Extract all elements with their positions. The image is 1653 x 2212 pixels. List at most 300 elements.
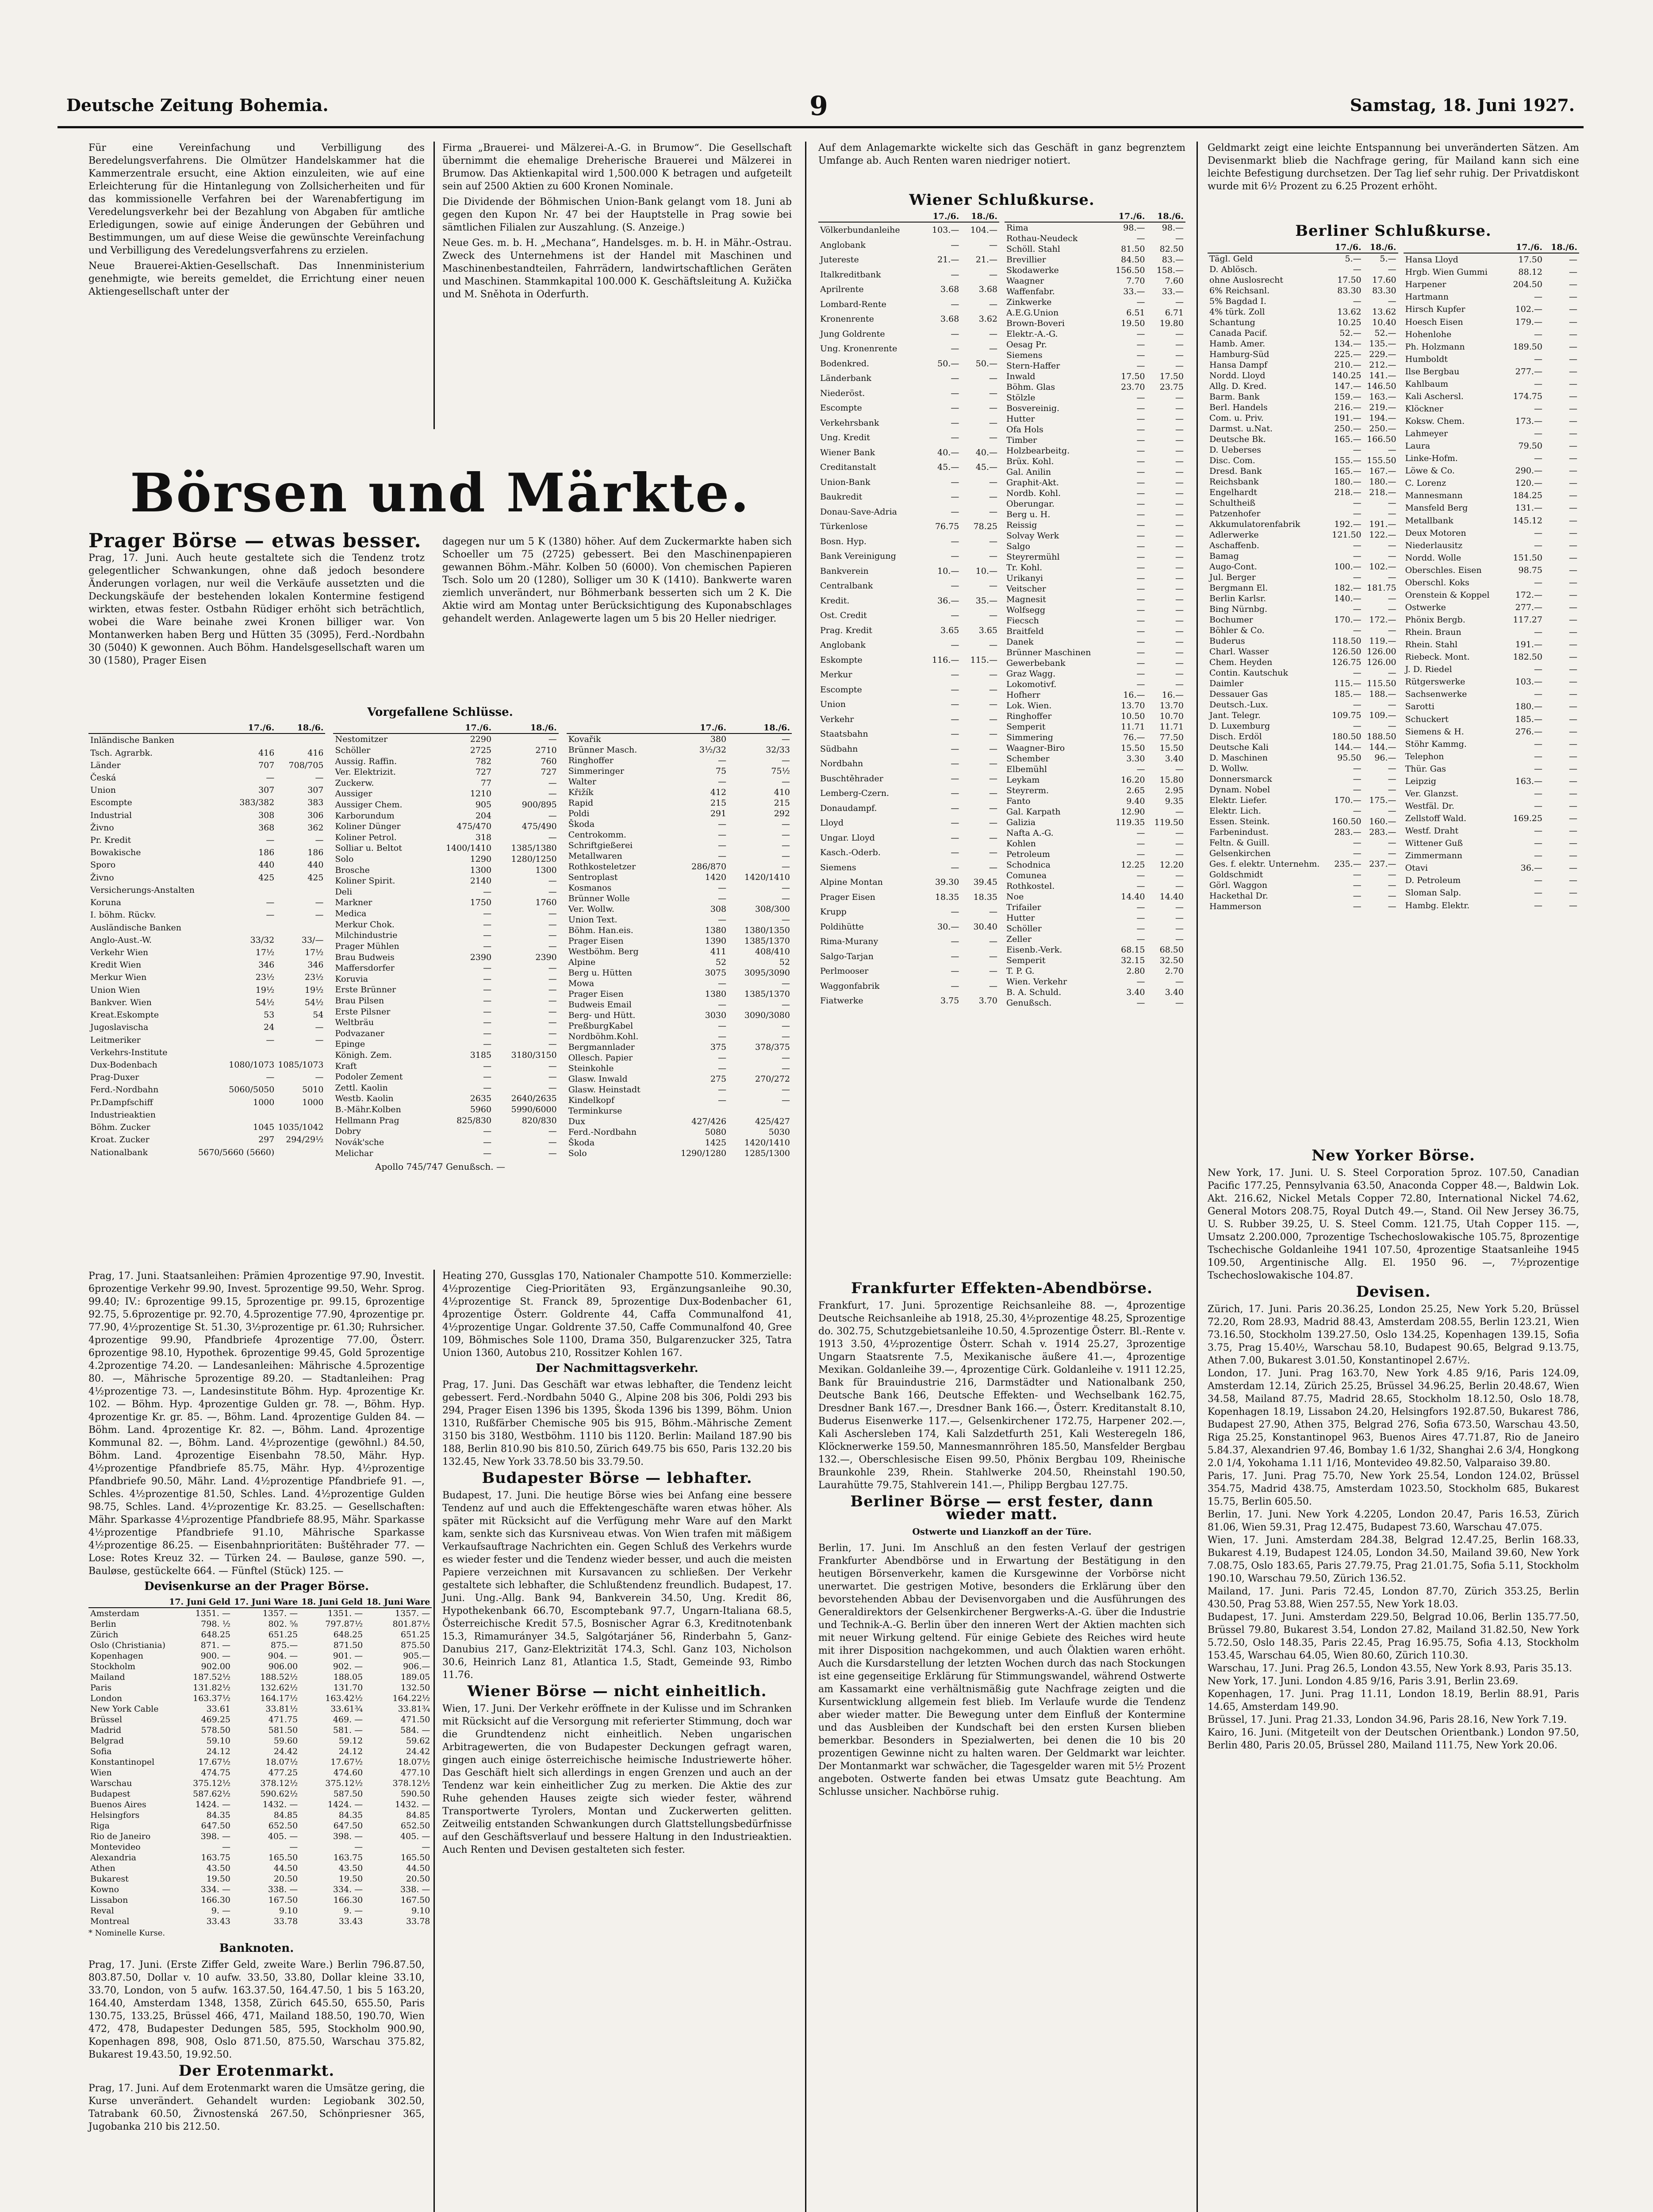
cell-value: — [989,536,997,546]
table-row [1208,434,1398,445]
cell-value: — [951,551,959,561]
prager-boerse-intro [88,531,425,708]
table-row [1208,742,1398,753]
cell-value: — [781,830,790,840]
cell-value: 187.52½ [193,1672,231,1682]
cell-value: 212.— [1369,360,1396,370]
table-row [818,356,999,371]
row-label: Hofherr [1006,690,1040,700]
table-row [88,834,325,846]
paragraph: Auf dem Anlagemarkte wickelte sich das Geschäft in ganz begrenztem Umfange ab. Auch Renten waren niedriger notiert. [818,142,1185,166]
table-row [567,893,792,904]
cell-value: 180.— [1334,477,1362,487]
cell-value: 50.— [937,358,959,369]
table-row [1005,838,1185,849]
table-row [88,884,325,896]
table-row [1005,775,1185,785]
cell-value: 144.— [1369,742,1396,752]
column-header: 17./6. [923,211,961,222]
cell-value [196,733,276,746]
table-row [1005,913,1185,923]
table-row [1005,318,1185,329]
frankfurt-title: Frankfurter Effekten-Abendbörse. [851,1279,1153,1297]
table-row [818,386,999,401]
row-label: Kindelkopf [568,1095,614,1105]
cell-value: 144.— [1334,742,1362,752]
cell-value: 469. — [333,1715,363,1724]
cell-value: 727 [541,767,557,777]
table-row [1404,601,1579,614]
table-row [818,564,999,579]
cell-value: — [951,848,959,858]
table-row [567,1084,792,1095]
cell-value: — [1569,776,1577,786]
cell-value: 5060/5050 [229,1085,275,1095]
cell-value: — [1353,509,1362,518]
row-label: Union Text. [568,915,617,925]
table-row [1404,427,1579,440]
cell-value: 18.07½ [398,1757,430,1767]
row-label: Paris [90,1683,112,1693]
table-row [1404,328,1579,341]
column-header: 17./6. [428,722,493,733]
row-label: Fiatwerke [820,996,863,1006]
table-row [567,968,792,978]
cell-value: — [1175,329,1184,339]
cell-value [196,1046,276,1059]
cell-value: — [951,714,959,724]
cell-value: 590.50 [400,1789,430,1799]
cell-value: — [1136,977,1145,987]
row-label: Bing Nürnbg. [1209,604,1268,614]
table-row [1005,796,1185,806]
cell-value: 36.— [937,595,959,606]
table-row [333,733,558,745]
cell-value: — [1175,828,1184,838]
row-label: Kredit. [820,595,850,606]
table-row [1208,498,1398,508]
row-label: Noe [1006,892,1024,902]
cell-value: — [1388,626,1396,635]
issue-date: Samstag, 18. Juni 1927. [1350,95,1575,115]
cell-value: 54½ [304,997,324,1007]
cell-value: — [1569,888,1577,898]
cell-value [196,921,276,933]
cell-value: — [1569,876,1577,886]
table-row [88,896,325,909]
row-label: Lissabon [90,1895,128,1905]
column-header: 17./6. [1328,242,1363,253]
cell-value: — [989,981,997,991]
cell-value: — [1569,714,1577,724]
cell-value: 88.12 [1518,267,1542,277]
row-label: Bochumer [1209,615,1253,625]
cell-value: — [1569,751,1577,761]
schluesse-table-montan [567,722,792,1159]
ny-title: New Yorker Börse. [1312,1147,1475,1164]
table-row [567,861,792,872]
cell-value: 338. — [400,1885,430,1894]
cell-value: — [989,403,997,413]
cell-value: — [1534,739,1542,749]
table-row [1208,891,1398,901]
table-row [1005,637,1185,647]
cell-value: — [1534,838,1542,849]
cell-value: — [1136,425,1145,434]
table-row [818,549,999,564]
cell-value: 871. — [200,1640,231,1650]
row-label: Daimler [1209,679,1244,688]
paragraph: Geldmarkt zeigt eine leichte Entspannung bei unveränderten Sätzen. Am Devisenmarkt blieb die Nachfrage gering, für Mailand kann sich eine leichte Befestigung durchsetzen. Der Tag lief sehr ruhig. Der Privatdiskont wurde mit 6½ Prozent zu 6.25 Prozent erhöht. [1208,142,1579,192]
cell-value: 3180/3150 [511,1050,557,1060]
cell-value: — [548,1083,557,1093]
row-label: Madrid [90,1725,122,1735]
table-row [1208,806,1398,816]
cell-value: — [718,1095,727,1105]
table-row [1404,303,1579,315]
cell-value: 283.— [1334,827,1362,837]
cell-value: 194.— [1369,413,1396,423]
cell-value: 425 [307,872,324,883]
row-label: Lahmeyer [1405,429,1448,439]
cell-value: 334. — [333,1885,363,1894]
cell-value: — [1353,902,1362,911]
row-label: Tsch. Agrarbk. [90,748,153,758]
cell-value: 17.50 [1518,255,1542,265]
table-row [567,1137,792,1148]
table-row [567,999,792,1010]
cell-value: — [1569,391,1577,401]
cell-value: — [483,1137,492,1147]
cell-value: 277.— [1515,366,1542,376]
row-label: Löwe & Co. [1405,466,1455,476]
row-label: Kroat. Zucker [90,1135,150,1145]
cell-value: — [951,773,959,783]
cell-value: 23.70 [1121,382,1145,392]
row-label: Berg- und Hütt. [568,1010,636,1020]
table-row [1005,233,1185,244]
cell-value: — [1534,764,1542,774]
cell-value: 17.50 [1159,372,1184,381]
table-row [818,830,999,845]
table-row [1005,276,1185,286]
cell-value: 1385/1380 [511,843,557,853]
cell-value: — [1353,498,1362,508]
row-label: Kredit Wien [90,960,142,970]
cell-value: 1300 [535,865,557,875]
table-row [1005,764,1185,775]
cell-value: 163.— [1369,392,1396,402]
cell-value: — [951,937,959,947]
cell-value: — [483,1072,492,1082]
column-header: 18./6. [493,722,559,733]
row-label: Danek [1006,637,1034,647]
cell-value: 33.78 [406,1916,430,1926]
cell-value: 318 [475,832,492,842]
cell-value: — [1388,849,1396,858]
row-label: Ringhoffer [568,756,614,765]
table-row [88,1619,432,1629]
table-row [1208,859,1398,869]
table-row [1208,275,1398,285]
cell-value: — [1175,839,1184,849]
cell-value: — [718,819,727,829]
row-label: Union [90,785,116,795]
row-label: PreßburgKabel [568,1021,633,1031]
row-label: Creditanstalt [820,462,876,472]
table-row [1005,499,1185,509]
paragraph: Für eine Vereinfachung und Verbilligung des Beredelungsverfahrens. Die Olmützer Handelskammer hat die Kammerzentrale ersucht, eine Aktion einzuleiten, wie auf eine Erleichterung für die Hintanlegung von Zollsicherheiten und für das kommissionelle Verfahren bei der Warenabfertigung im Veredelungsverkehr bei der Bezahlung von Abgaben für amtliche Erledigungen, sowie auf einige Änderungen der Gebühren und Bestimmungen, um auf diese Weise die gewünschte Vereinfachung und Verbilligung des Veredelungsverfahrens zu erzielen. [88,142,425,256]
cell-value: — [989,418,997,428]
table-row [818,949,999,964]
wien-title: Wiener Börse — nicht einheitlich. [467,1682,767,1700]
cell-value: — [1136,573,1145,583]
cell-value: 383 [307,798,324,808]
anlagemarkt-text [818,142,1185,186]
cell-value: 283.— [1369,827,1396,837]
row-label: Union [820,699,846,710]
banknoten-title: Banknoten. [219,1942,294,1955]
table-row [1208,317,1398,328]
table-row [818,860,999,875]
cell-value: 145.12 [1513,515,1542,526]
cell-value: — [989,937,997,947]
cell-value: 165.50 [400,1853,430,1863]
cell-value: 98.— [1123,223,1145,233]
table-row [1005,615,1185,626]
row-label: T. P. G. [1006,966,1035,976]
row-label: Ostwerke [1405,602,1446,612]
cell-value: 188.50 [1367,732,1396,741]
row-label: Nordbahn [820,759,863,769]
cell-value: 215 [710,798,727,808]
cell-value: — [483,887,492,897]
cell-value: — [1569,304,1577,315]
cell-value: 291 [710,809,727,818]
row-label: Reichsbank [1209,477,1259,487]
table-row [333,854,558,865]
table-row [1005,658,1185,668]
cell-value: 84.85 [406,1810,430,1820]
cell-value: — [1388,870,1396,879]
cell-value: 155.— [1334,456,1362,465]
cell-value: — [1534,379,1542,389]
row-label: Berlin Karlsr. [1209,594,1266,603]
table-row [567,914,792,925]
table-row [1208,593,1398,604]
table-row [1404,315,1579,328]
cell-value: 43.50 [206,1863,231,1873]
cell-value: 13.62 [1337,307,1362,317]
cell-value: — [1534,888,1542,898]
cell-value: — [1388,551,1396,561]
cell-value: — [951,759,959,769]
table-row [1005,520,1185,530]
row-label: Verkehrsbank [820,418,879,428]
table-row [333,1083,558,1094]
cell-value: — [1136,913,1145,923]
paragraph: Firma „Brauerei- und Mälzerei-A.-G. in Brumow“. Die Gesellschaft übernimmt die ehemalige Dreherische Brauerei und Mälzerei in Brumow. Das Aktienkapital wird 1,500.000 K betragen und aufgeteilt sein auf 2500 Aktien zu 600 Kronen Nominale. [442,142,792,192]
cell-value: — [989,433,997,443]
table-row [1208,784,1398,795]
row-label: Poldi [568,809,590,818]
cell-value: — [989,848,997,858]
row-label: Böhler & Co. [1209,626,1265,635]
table-row [1404,539,1579,552]
table-row [1005,329,1185,339]
cell-value: 1280/1250 [511,854,557,864]
row-label: Industrieaktien [90,1110,156,1120]
cell-value: 10.70 [1159,711,1184,721]
table-row [88,746,325,759]
table-row [1208,338,1398,349]
table-row [1404,440,1579,452]
devisen-prag-table [88,1597,432,1927]
table-row [1404,403,1579,415]
table-row [1404,726,1579,738]
table-row [818,297,999,312]
row-label: Schember [1006,754,1050,764]
table-row [1005,562,1185,573]
cell-value: 16.20 [1121,775,1145,785]
cell-value [664,1106,728,1116]
column-header [818,211,923,222]
cell-value: 98.— [1162,223,1184,233]
row-label: Otavi [1405,863,1428,873]
page-header [58,91,1584,122]
cell-value: 166.30 [333,1895,363,1905]
table-row [567,989,792,999]
table-row [1005,414,1185,424]
cell-value: — [1569,615,1577,625]
table-row [333,767,558,778]
cell-value: 59.60 [273,1736,298,1746]
cell-value: — [1175,563,1184,572]
table-row [1404,278,1579,291]
row-label: Telephon [1405,751,1444,761]
row-label: Steinkohle [568,1064,614,1073]
cell-value: — [951,581,959,591]
table-row [567,946,792,957]
table-row [1404,713,1579,725]
cell-value: 15.50 [1121,743,1145,753]
cell-value: — [1175,414,1184,424]
cell-value: — [1388,265,1396,274]
row-label: Kahlbaum [1405,379,1449,389]
row-label: Prager Eisen [568,936,624,946]
cell-value: 905.— [403,1651,430,1661]
row-label: Sarotti [1405,702,1434,712]
table-row [333,1115,558,1126]
row-label: Nordböhm.Kohl. [568,1032,639,1041]
cell-value: 475/490 [522,822,557,832]
cell-value: 160.50 [1332,817,1362,826]
row-label: Česká [90,772,116,783]
row-label: Galizia [1006,818,1036,827]
rentenmarkt-text: Heating 270, Gussglas 170, Nationaler Champotte 510. Kommerzielle: 4½prozentige Cieg-Prioritäten 93, Ergänzungsanleihe 90.30, 4½prozentige St. Franck 89, 5prozentige Dux-Bodenbacher 61, 4prozentige Österr. Goldrente 44, Caffa Communalfond 41, 4½prozentige Ungar. Goldrente 37.50, Caffe Communalfond 40, Gree 109, Böhmisches Sole 1100, Drama 350, Bulgarenzucker 325, Tatra Union 1360, Autobus 210, Rossitzer Kohlen 167. [442,1271,792,1359]
row-label: Elbemühl [1006,764,1047,774]
cell-value: — [1388,721,1396,731]
table-row [1005,955,1185,966]
cell-value: — [548,909,557,919]
cell-value: 1351. — [195,1609,231,1618]
row-label: Union Wien [90,985,140,995]
row-label: Staatsbahn [820,729,868,739]
cell-value: 308 [710,904,727,914]
cell-value: — [1534,801,1542,811]
budapest-text: Budapest, 17. Juni. Die heutige Börse wies bei Anfang eine bessere Tendenz auf und auch die Effektengeschäfte waren etwas höher. Als später mit Rücksicht auf die Verfügung mehr Ware auf den Markt kam, senkte sich das Kursniveau etwas. Von Wien trafen mit mäßigem Verkaufsauftrage Nachrichten ein. Gegen Schluß des Verkehrs wurde es wieder fester und die Tendenz wieder besser, und auch die meisten Papiere verzeichnen mit Kursavancen zu schließen. Der Verkehr gestaltete sich lebhafter, die Schlußtendenz freundlich. Budapest, 17. Juni. Ung.-Allg. Bank 94, Bankverein 34.50, Ung. Kredit 86, Hypothekenbank 66.70, Escomptebank 97.7, Ungarn-Italiana 68.5, Österreichische Kredit 57.5, Bosnischer Agrar 6.3, Kreditnotenbank 15.3, Rimamurányer 34.5, Salgótarjáner 56, Rinderbahn 5, Ganz-Danubius 217, Ganz-Elektrizität 174.3, Schl. Ganz 103, Nicholson 30.6, Heinrich Lanz 81, Atlantica 1.5, Stadt, Gemeinde 93, Rimbo 11.76. [442,1490,792,1681]
row-label: Westb. Kaolin [335,1094,394,1104]
row-label: Trifailer [1006,902,1041,912]
cell-value: 5.— [1380,254,1396,264]
row-label: Harpener [1405,280,1446,290]
cell-value: — [951,388,959,398]
column-header: 17./6. [664,722,728,733]
cell-value: 33.61 [206,1704,231,1714]
berlin-text: Berlin, 17. Juni. Im Anschluß an den festen Verlauf der gestrigen Frankfurter Abendbörse und in Erwartung der Bestätigung in den heutigen Börsenverkehr, kamen die Kursgewinne der Vorbörse nicht unerwartet. Die gestrigen Motive, besonders die Erklärung über den bevorstehenden Abbau der Devisenvorgaben und die Ausführungen des Generaldirektors der Gelsenkirchener Bergwerks-A.-G. über die Industrie und Technik-A.-G. Berlin über den inneren Wert der Aktien machten sich mit neuer Wirkung geltend. Für einige Gebiete des Reiches wird heute mit ihrer Disposition nachgekommen, und auch Ölaktien waren erhöht. Auch die Kursdarstellung der letzten Wochen durch das nach Stockungen ist eine gegenseitige Erklärung für Stimmungswandel, während Ostwerte am Kassamarkt eine verhältnismäßig gute Nachfrage zeigten und die Kursentwicklung allgemein fest blieb. Im Verlaufe wurde die Tendenz aber wieder matter. Die Bewegung unter dem Einfluß der Kontermine und das Ausbleiben der Kundschaft bei den ersten Kursen blieben bemerkbar. Besonders in Spezialwerten, bei denen die 10 bis 20 prozentigen Gewinne nicht zu halten waren. Der Geldmarkt war leichter. Der Montanmarkt war schwächer, die Tagesgelder waren mit 5½ Prozent angeboten. Ostwerte fanden bei etwas Umsatz gute Beachtung. Am Schlusse unsicher. Nachbörse ruhig. [818,1543,1185,1797]
row-label: Adlerwerke [1209,530,1259,540]
cell-value: — [315,910,324,920]
row-label: Brau Pilsen [335,995,384,1006]
row-label: Nestomitzer [335,734,388,745]
row-label: Zuckerw. [335,778,374,788]
cell-value: 35.— [975,595,997,606]
table-row [818,460,999,475]
cell-value: — [548,887,557,897]
cell-value: 84.35 [338,1810,363,1820]
cell-value: 40.— [975,447,997,457]
table-row [88,1133,325,1146]
cell-value: 727 [475,767,492,777]
cell-value: 79.50 [1518,441,1542,451]
cell-value: 375 [710,1042,727,1052]
row-label: Rapid [568,798,594,808]
cell-value: 163.— [1515,776,1542,786]
cell-value: 191.— [1334,413,1362,423]
cell-value: — [548,1006,557,1017]
cell-value: — [951,433,959,443]
column-divider [805,142,806,2212]
table-row [1404,378,1579,390]
cell-value: — [989,966,997,976]
table-row [333,963,558,974]
row-label: Perlmooser [820,966,869,976]
row-label: Salgo-Tarjan [820,951,874,961]
cell-value: 270/272 [755,1074,790,1084]
table-row [1208,402,1398,413]
cell-value: — [1175,648,1184,657]
cell-value: 146.50 [1367,381,1396,391]
table-row [818,964,999,979]
cell-value: — [315,835,324,845]
table-row [88,859,325,871]
cell-value: 760 [541,756,557,766]
cell-value: — [1534,528,1542,538]
cell-value: — [1534,354,1542,364]
cell-value [276,1046,325,1059]
table-row [1208,763,1398,774]
table-row [567,1095,792,1106]
table-row [88,1789,432,1799]
cell-value: 118.50 [1332,636,1362,646]
cell-value: — [989,744,997,754]
cell-value: — [548,919,557,929]
table-row [818,311,999,326]
staatsanleihen-text: Prag, 17. Juni. Staatsanleihen: Prämien 4prozentige 97.90, Investit. 6prozentige Verkehr 99.90, Invest. 5prozentige 99.50, Wehr. Sprog. 99.40; IV.: 6prozentige 99.15, 5prozentige pr. 99.15, 6prozentige 92.75, 5.6prozentige pr. 92.70, 4.5prozentige 77.90, 4prozentige pr. 77.90, 4½prozentige St. 51.30, 3½prozentige pr. 61.30; Ruhrsicher. 4prozentige 99.90, Pfandbriefe 4prozentige 77.00, Österr. 6prozentige 98.10, Hypothek. 6prozentige 99.45, Gold 5prozentige 4.2prozentige 74.20. — Landesanleihen: Mährische 4.5prozentige 80. —, Mährische 5prozentige 89.20. — Stadtanleihen: Prag 4½prozentige 73. —, Landesinstitute Böhm. Hyp. 4prozentige Kr. 102. — Böhm. Hyp. 4prozentige Gulden gr. 78. —, Böhm. Hyp. 4prozentige Kr. gr. 85. —, Böhm. Land. 4prozentige Gulden 84. — Böhm. Land. 4prozentige Kr. 82. —, Böhm. Land. 4prozentige Kommunal 82. —, Böhm. Land. 4½prozentige (gewöhnl.) 84.50, Böhm. Land. 4prozentige Eisenbahn 78.50, Mähr. Hyp. 4½prozentige Pfandbriefe 85.75, Mähr. Hyp. 4½prozentige Pfandbriefe 90.50, Mähr. Land. 4½prozentige Pfandbriefe 91. —, Schles. 4½prozentige 81.50, Schles. Land. 4½prozentige Gulden 98.75, Schles. Land. 4½prozentige Kr. 83.25. — Gesellschaften: Mähr. Sparkasse 4½prozentige Pfandbriefe 88.95, Mähr. Sparkasse 4½prozentige Pfandbriefe 91.10, Mährische Sparkasse 4½prozentige 86.25. — Eisenbahnprioritäten: Buštěhrader 77. — Lose: Rotes Kreuz 32. — Türken 24. — Bauløse, ganze 590. —, Bauløse, gestückelte 664. — Fünftel (Stück) 125. — [88,1271,425,1577]
cell-value: — [1175,510,1184,519]
wien-text: Wien, 17. Juni. Der Verkehr eröffnete in der Kulisse und im Schranken mit Rücksicht auf die Versorgung mit referierter Stimmung, doch war die Grundtendenz nicht einheitlich. Neben ungarischen Arbitragewerten, die von Budapester Deckungen gefragt waren, gingen auch einige österreichische heimische Industriewerte höher. Das Geschäft hielt sich allerdings in engen Grenzen und auch an der Tendenz war kein einheitlicher Zug zu merken. Die Aktie des zur Ruhe gehenden Hauses zeigte sich wieder fester, während Transportwerte Tyrolers, Montan und Zuckerwerten gelitten. Zeitweilig entstanden Schwankungen durch Glattstellungsbedürfnisse auf den Geschäftsverlauf und bessere Haltung in den Industrieaktien. Auch Renten und Devisen gestalteten sich fester. [442,1703,792,1855]
table-row [1404,489,1579,502]
